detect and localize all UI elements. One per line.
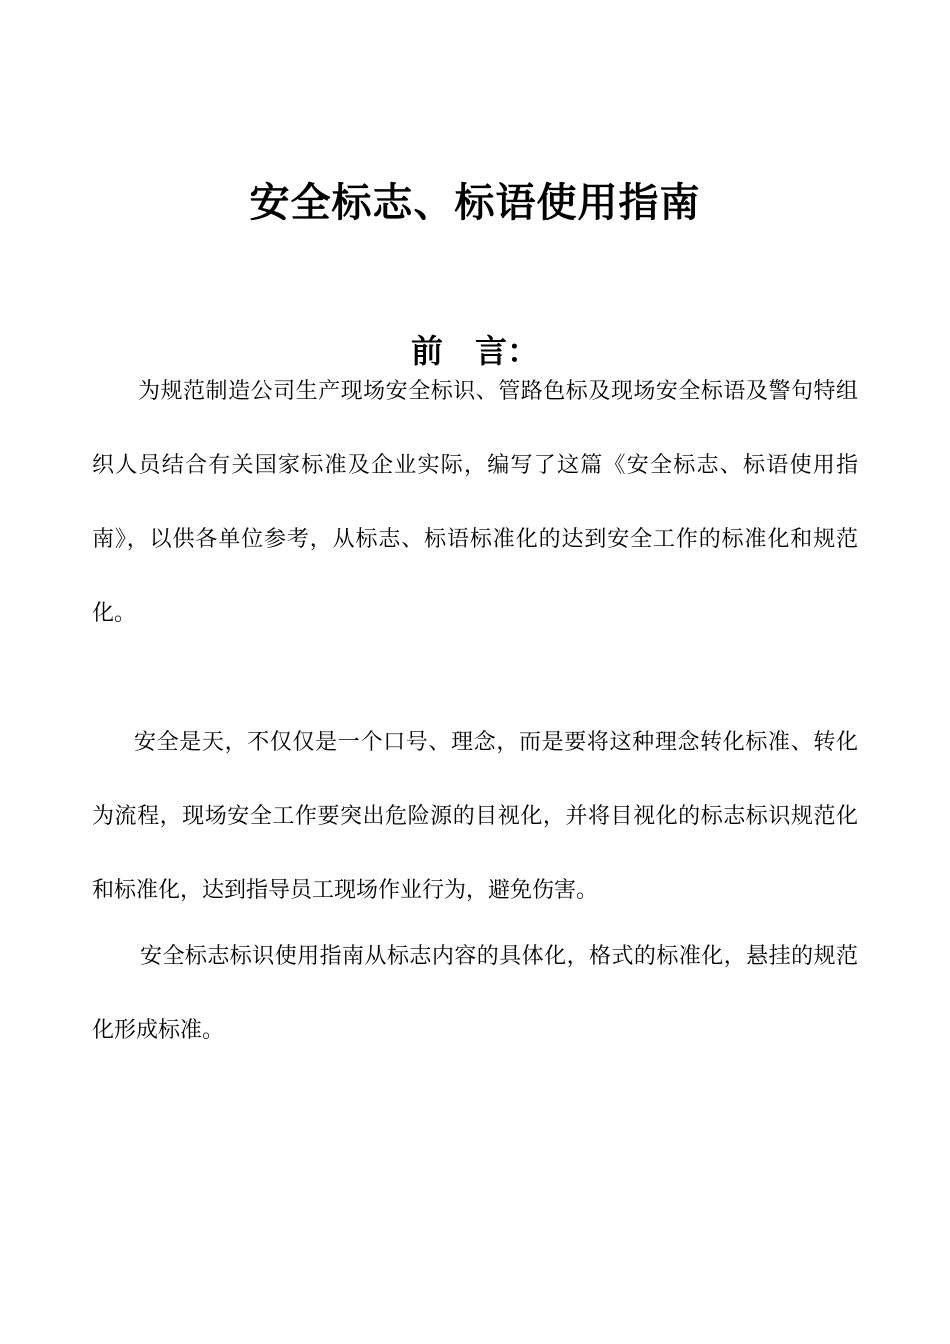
preface-paragraph-3: 安全标志标识使用指南从标志内容的具体化，格式的标准化，悬挂的规范化形成标准。 <box>92 944 858 1043</box>
preface-paragraph-2: 安全是天，不仅仅是一个口号、理念，而是要将这种理念转化标准、转化为流程，现场安全工作要突出危险源的目视化，并将目视化的标志标识规范化和标准化，达到指导员工现场作业行为，避免伤害。 <box>92 730 858 903</box>
document-title: 安全标志、标语使用指南 <box>249 178 701 226</box>
preface-paragraph-1: 为规范制造公司生产现场安全标识、管路色标及现场安全标语及警句特组织人员结合有关国家标准及企业实际，编写了这篇《安全标志、标语使用指南》，以供各单位参考，从标志、标语标准化的达到安全工作的标准化和规范化。 <box>92 379 858 626</box>
preface-heading: 前 言： <box>410 331 539 370</box>
